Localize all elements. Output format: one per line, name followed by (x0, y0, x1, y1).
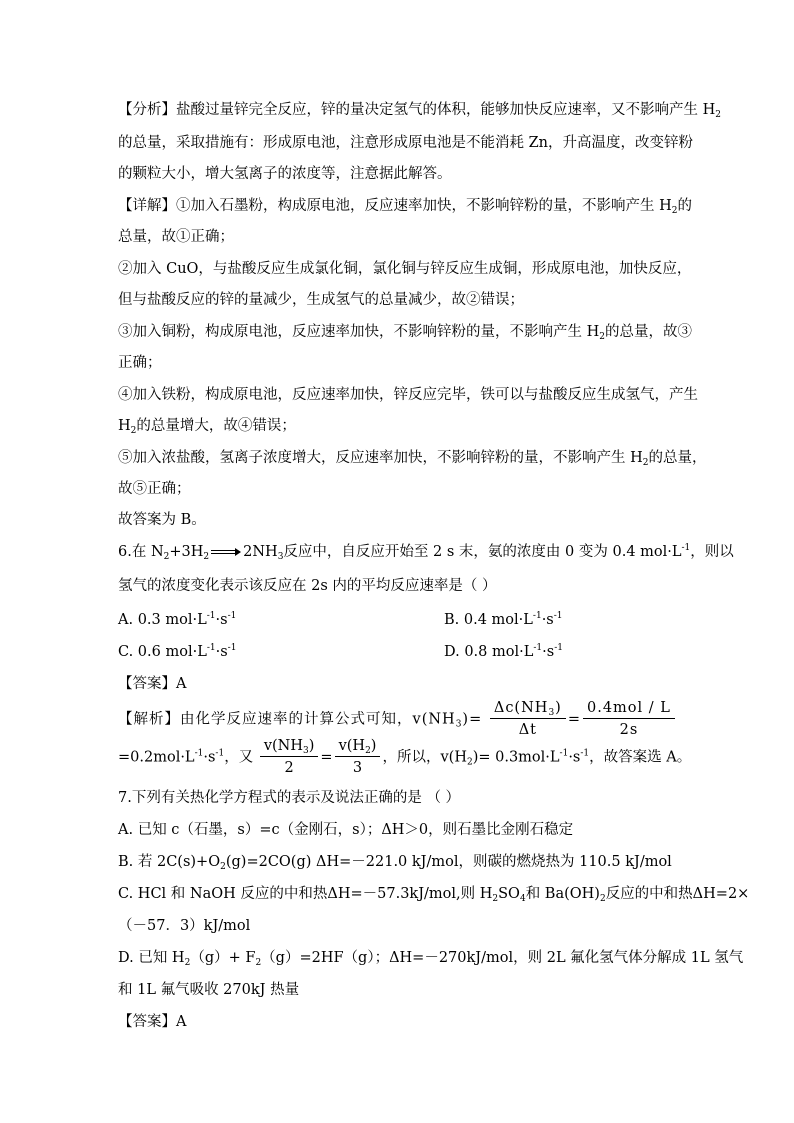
q6-option-b: B. 0.4 $mol\cdot L^{-1}\cdot s^{-1}$ (444, 611, 563, 628)
q6-answer: 【答案】A (118, 676, 187, 692)
fraction-dc-dt: $\frac{\Delta c(NH_3)}{\Delta t}$ (490, 698, 566, 741)
q7-option-c-line-1: C. HCl 和 NaOH 反应的中和热ΔH=－57.3kJ/mol,则 $H_2SO_4$和 $Ba(OH)_2$反应的中和热ΔH=2× (118, 886, 750, 904)
detail-line-10: 故⑤正确； (118, 481, 191, 497)
q6-option-a: A. 0.3 $mol\cdot L^{-1}\cdot s^{-1}$ (118, 611, 237, 628)
detail-line-1: 【详解】①加入石墨粉，构成原电池，反应速率加快，不影响锌粉的量，不影响产生 $H_2$的 (118, 198, 692, 216)
reversible-arrow-icon (211, 549, 241, 555)
q6-options-row-1 (118, 610, 678, 630)
fraction-v-h2: $\frac{v(H_2)}{3}$ (335, 736, 381, 779)
detail-line-11: 故答案为 B。 (118, 512, 206, 528)
analysis-line-1: 【分析】盐酸过量锌完全反应，锌的量决定氢气的体积，能够加快反应速率，又不影响产生 $H_2$ (118, 102, 721, 120)
detail-line-5: ③加入铜粉，构成原电池，反应速率加快，不影响锌粉的量，不影响产生 $H_2$的总量，故③ (118, 324, 692, 342)
q7-option-d-line-2: 和 1L 氟气吸收 270kJ 热量 (118, 982, 300, 998)
analysis-line-2: 的总量，采取措施有：形成原电池，注意形成原电池是不能消耗 Zn，升高温度，改变锌粉 (118, 135, 694, 151)
q7-option-b: B. 若 $2C(s)+O_2(g)=2CO(g)$ ΔH=－221.0 kJ/mol，则碳的燃烧热为 110.5 kJ/mol (118, 854, 672, 872)
q7-option-c-line-2: （－57．3）kJ/mol (118, 918, 251, 934)
fraction-v-nh3: $\frac{v(NH_3)}{2}$ (260, 736, 319, 779)
q7-answer: 【答案】A (118, 1014, 187, 1030)
q6-solution-line-1: 【解析】由化学反应速率的计算公式可知，$v(NH_3)=$ $\frac{\Delta c(NH_3)}{\Delta t}$ = $\frac{\text{0.4mol / L}}{2s}$ (118, 698, 677, 741)
detail-line-3: ②加入 CuO，与盐酸反应生成氯化铜，氯化铜与锌反应生成铜，形成原电池，加快反应， (118, 261, 692, 277)
detail-line-6: 正确； (118, 355, 162, 371)
detail-line-9: ⑤加入浓盐酸，氢离子浓度增大，反应速率加快，不影响锌粉的量，不影响产生 $H_2$的总量， (118, 450, 707, 468)
q6-options-row-2 (118, 642, 678, 662)
detail-line-8: $H_2$的总量增大，故④错误； (118, 418, 296, 436)
q6-option-c: C. 0.6 $mol\cdot L^{-1}\cdot s^{-1}$ (118, 643, 237, 660)
detail-line-7: ④加入铁粉，构成原电池，反应速率加快，锌反应完毕，铁可以与盐酸反应生成氢气，产生 (118, 387, 698, 403)
analysis-line-3: 的颗粒大小，增大氢离子的浓度等，注意据此解答。 (118, 166, 452, 182)
fraction-value: $\frac{\text{0.4mol / L}}{2s}$ (583, 698, 675, 741)
q6-stem-line-2: 氢气的浓度变化表示该反应在 2s 内的平均反应速率是（ ） (118, 578, 497, 594)
q7-option-d-line-1: D. 已知 $H_2(g)+ F_2(g)=2HF(g)$；ΔH=－270kJ/mol，则 2L 氟化氢气体分解成 1L 氢气 (118, 950, 744, 968)
detail-line-2: 总量，故①正确； (118, 229, 234, 245)
q6-stem-line-1: 6.在 $N_2+3H_2$ $2NH_3$反应中，自反应开始至 2 s 末，氨的浓度由 0 变为 0.4 $mol\cdot L^{-1}$，则以 (118, 543, 734, 562)
q7-stem: 7.下列有关热化学方程式的表示及说法正确的是 （ ） (118, 790, 461, 806)
q6-option-d: D. 0.8 $mol\cdot L^{-1}\cdot s^{-1}$ (444, 643, 563, 660)
q6-solution-line-2: $=0.2mol\cdot L^{-1}\cdot s^{-1}$，又 $\frac{v(NH_3)}{2}$ = $\frac{v(H_2)}{3}$ ，所以，$v(H_2)= 0.3mol\cdot L^{-1}\cdot s^{-1}$，故答案选 A。 (118, 736, 691, 779)
detail-line-4: 但与盐酸反应的锌的量减少，生成氢气的总量减少，故②错误； (118, 292, 524, 308)
q7-option-a: A. 已知 c（石墨，s）=c（金刚石，s）；ΔH＞0，则石墨比金刚石稳定 (118, 822, 574, 838)
